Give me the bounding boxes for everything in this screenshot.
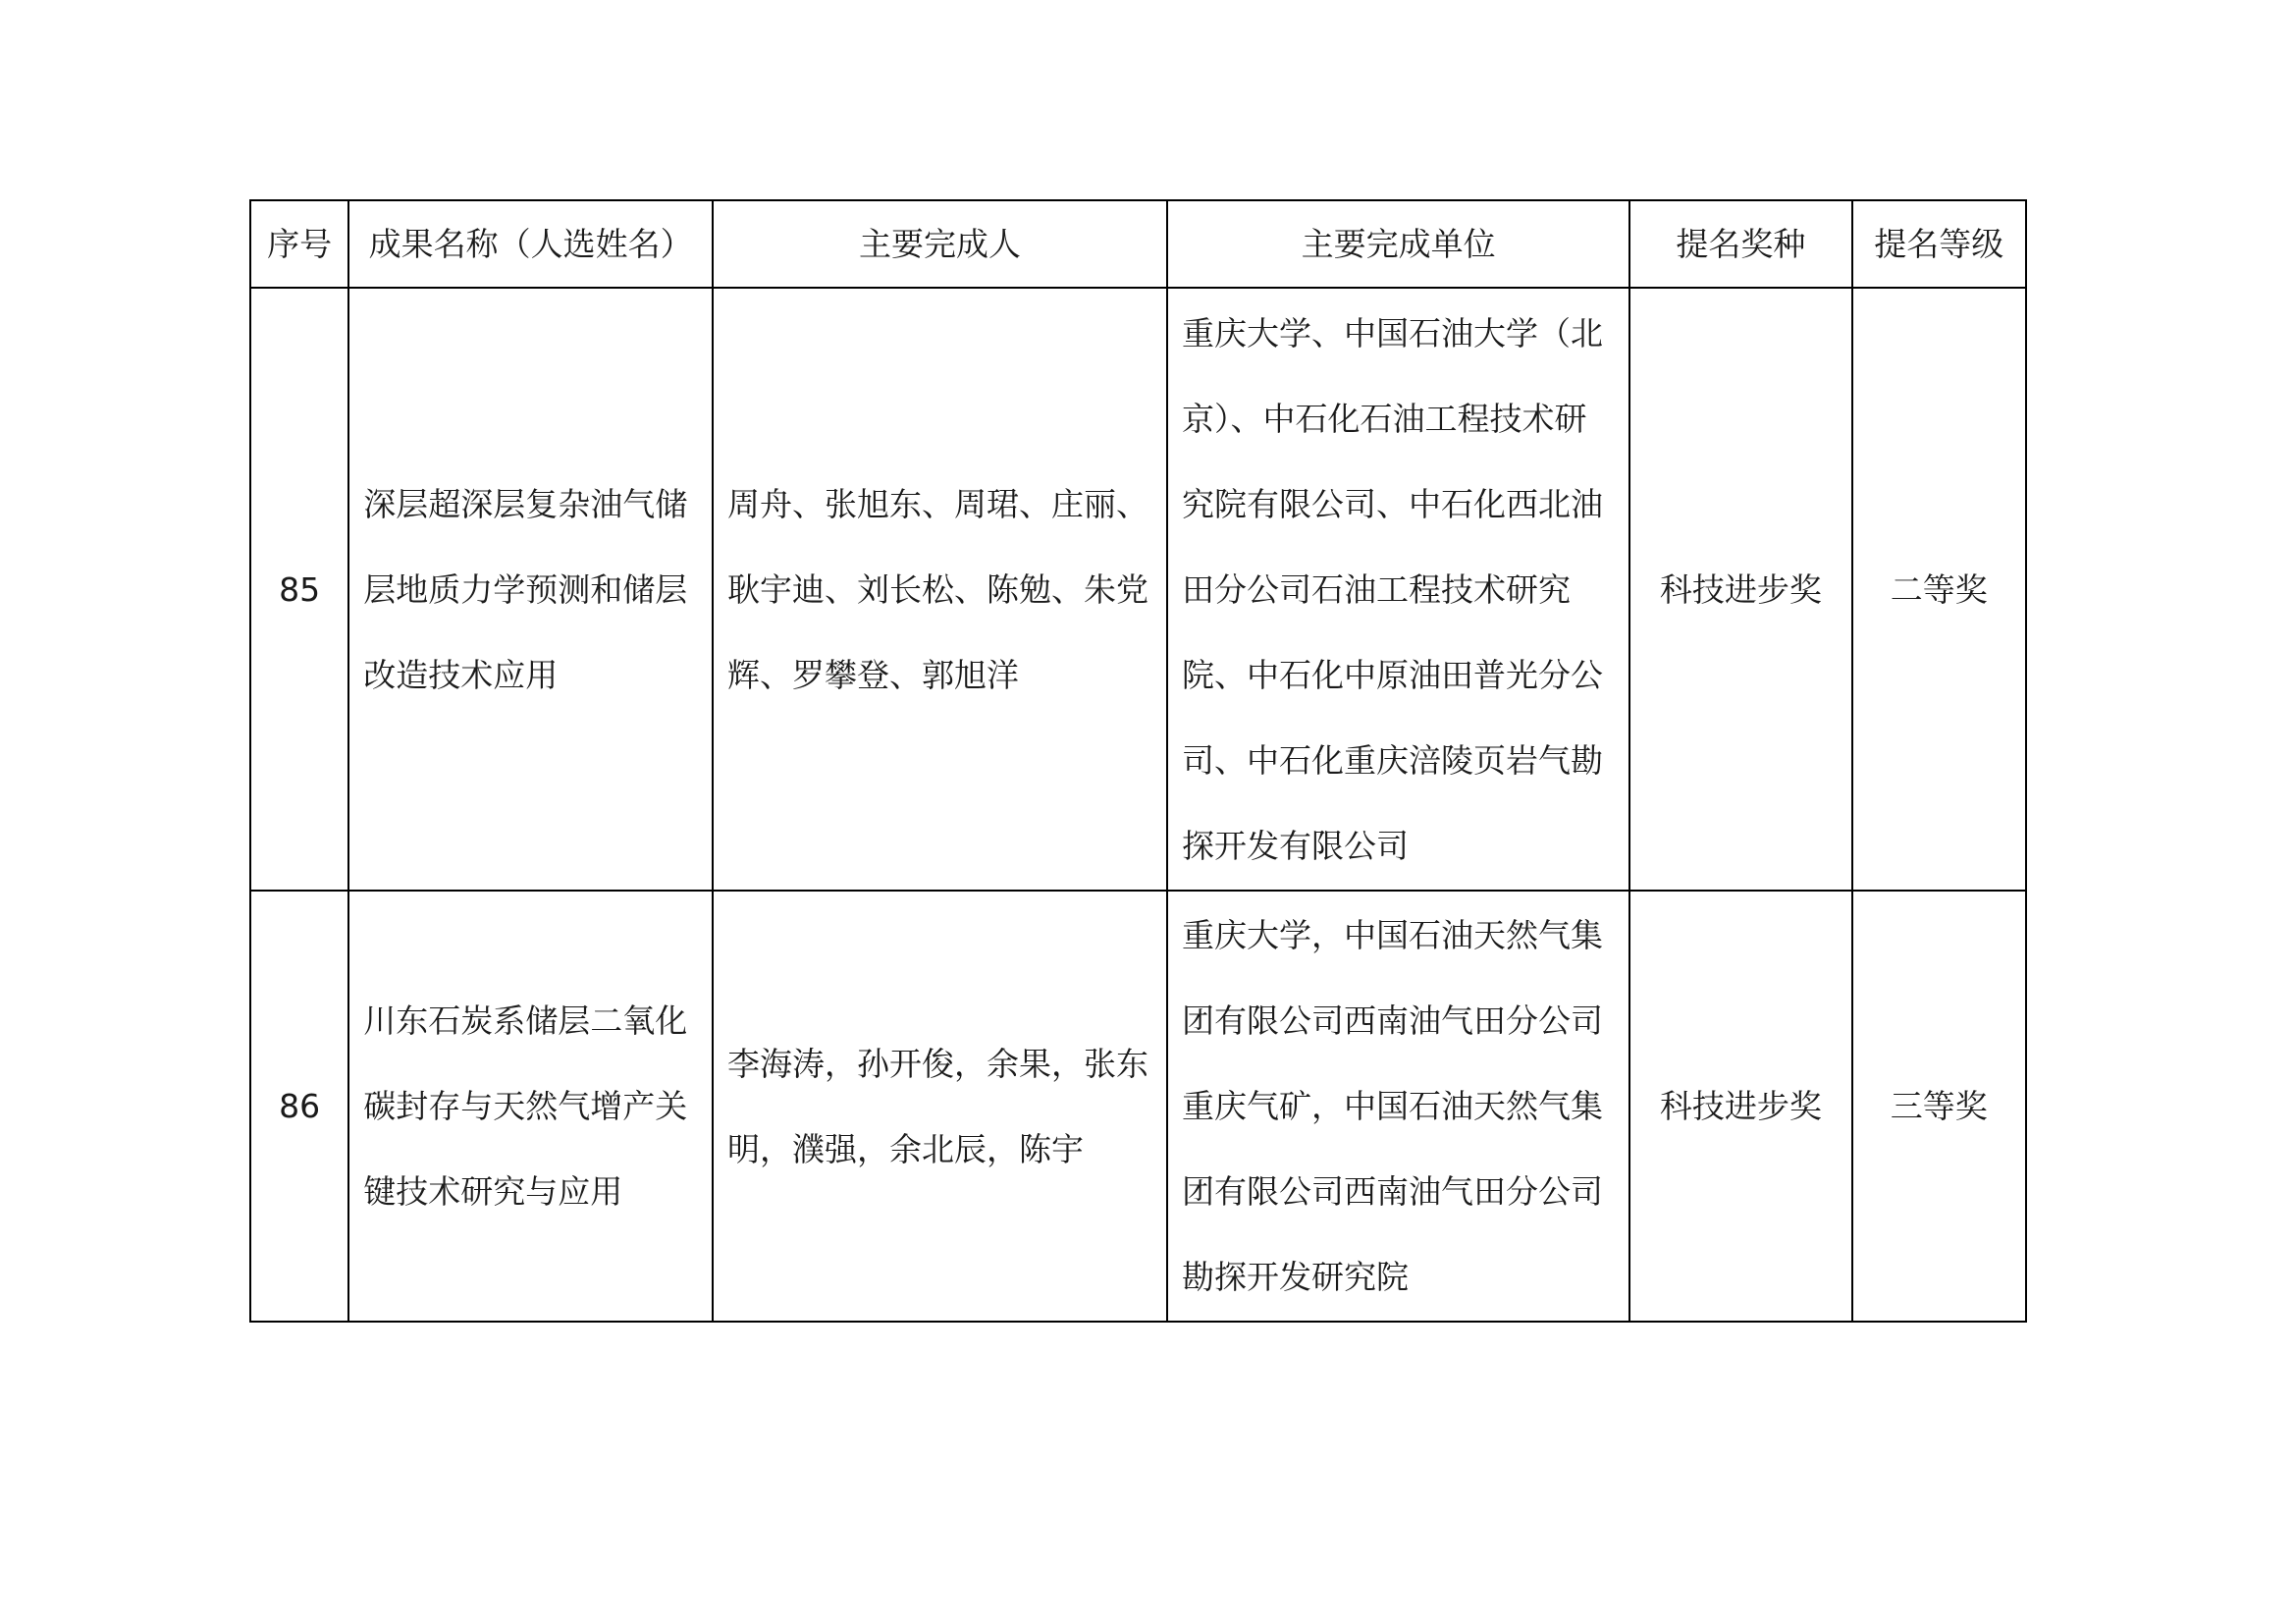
cell-units: 重庆大学，中国石油天然气集团有限公司西南油气田分公司重庆气矿，中国石油天然气集团有限公司西南油气田分公司勘探开发研究院 — [1167, 891, 1629, 1322]
cell-people: 周舟、张旭东、周珺、庄丽、耿宇迪、刘长松、陈勉、朱党辉、罗攀登、郭旭洋 — [713, 288, 1167, 891]
cell-grade: 二等奖 — [1852, 288, 2026, 891]
cell-title: 川东石炭系储层二氧化碳封存与天然气增产关键技术研究与应用 — [348, 891, 713, 1322]
header-units: 主要完成单位 — [1167, 200, 1629, 288]
cell-title: 深层超深层复杂油气储层地质力学预测和储层改造技术应用 — [348, 288, 713, 891]
cell-units: 重庆大学、中国石油大学（北京）、中石化石油工程技术研究院有限公司、中石化西北油田分公司石油工程技术研究院、中石化中原油田普光分公司、中石化重庆涪陵页岩气勘探开发有限公司 — [1167, 288, 1629, 891]
header-award: 提名奖种 — [1629, 200, 1852, 288]
table-header-row — [250, 200, 2026, 288]
cell-award: 科技进步奖 — [1629, 288, 1852, 891]
table-row — [250, 891, 2026, 1322]
cell-grade: 三等奖 — [1852, 891, 2026, 1322]
cell-award: 科技进步奖 — [1629, 891, 1852, 1322]
header-grade: 提名等级 — [1852, 200, 2026, 288]
header-num: 序号 — [250, 200, 348, 288]
table-row — [250, 288, 2026, 891]
cell-num: 85 — [250, 288, 348, 891]
header-title: 成果名称（人选姓名） — [348, 200, 713, 288]
header-people: 主要完成人 — [713, 200, 1167, 288]
cell-num: 86 — [250, 891, 348, 1322]
cell-people: 李海涛，孙开俊，余果，张东明，濮强，余北辰，陈宇 — [713, 891, 1167, 1322]
nomination-table — [249, 199, 2027, 1323]
